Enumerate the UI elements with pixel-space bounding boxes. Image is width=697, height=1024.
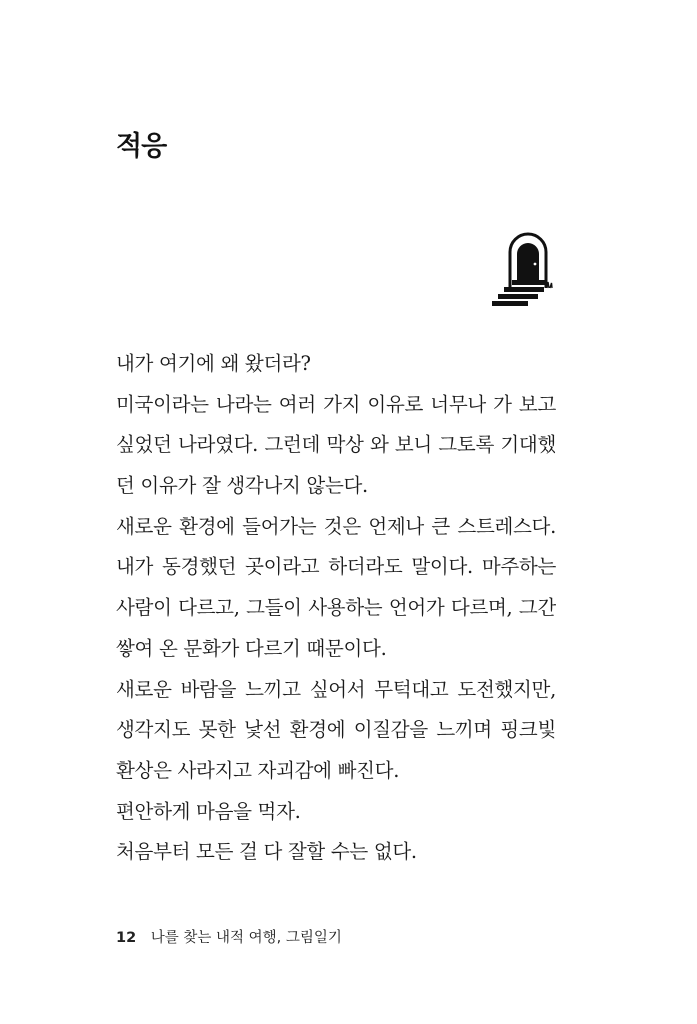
body-line: 미국이라는 나라는 여러 가지 이유로 너무나 가 보고 [116,392,556,416]
body-line: 처음부터 모든 걸 다 잘할 수는 없다. [116,840,417,864]
body-line: 던 이유가 잘 생각나지 않는다. [116,474,368,498]
door-with-stairs-icon [488,230,560,310]
body-line: 편안하게 마음을 먹자. [116,799,301,823]
body-line: 새로운 환경에 들어가는 것은 언제나 큰 스트레스다. [116,514,556,538]
body-line: 사람이 다르고, 그들이 사용하는 언어가 다르며, 그간 [116,596,556,620]
body-text [116,344,556,873]
page-number: 12 [116,930,137,946]
body-line: 생각지도 못한 낯선 환경에 이질감을 느끼며 핑크빛 [116,718,556,742]
page-footer [116,926,342,947]
body-line: 싶었던 나라였다. 그런데 막상 와 보니 그토록 기대했 [116,433,556,457]
body-line: 내가 여기에 왜 왔더라? [116,352,311,375]
body-line: 환상은 사라지고 자괴감에 빠진다. [116,758,400,782]
body-line: 쌓여 온 문화가 다르기 때문이다. [116,636,387,660]
book-title: 나를 찾는 내적 여행, 그림일기 [150,930,342,946]
body-line: 내가 동경했던 곳이라고 하더라도 말이다. 마주하는 [116,555,556,579]
chapter-title: 적응 [116,131,167,162]
body-line: 새로운 바람을 느끼고 싶어서 무턱대고 도전했지만, [116,677,556,701]
